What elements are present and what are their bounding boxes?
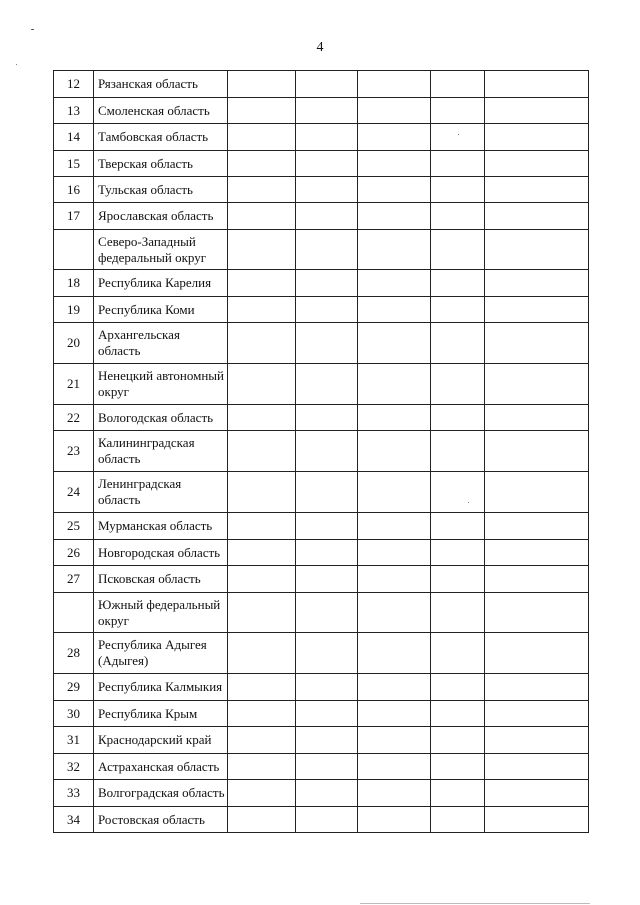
empty-cell: [296, 270, 358, 297]
empty-cell: [228, 323, 296, 364]
table-body: [54, 71, 589, 833]
empty-cell: [431, 323, 485, 364]
empty-cell: [431, 633, 485, 674]
row-number: [54, 230, 94, 270]
empty-cell: [485, 203, 589, 230]
empty-cell: [431, 364, 485, 405]
empty-cell: [296, 364, 358, 405]
table-row: [54, 727, 589, 754]
table-row: [54, 230, 589, 270]
empty-cell: [431, 230, 485, 270]
empty-cell: [358, 124, 431, 151]
empty-cell: [358, 405, 431, 431]
empty-cell: [228, 297, 296, 323]
empty-cell: [485, 674, 589, 701]
empty-cell: [228, 364, 296, 405]
empty-cell: [228, 151, 296, 177]
empty-cell: [485, 323, 589, 364]
region-name: Республика Карелия: [94, 270, 228, 297]
empty-cell: [485, 472, 589, 513]
empty-cell: [431, 177, 485, 203]
empty-cell: [431, 566, 485, 593]
row-number: 23: [54, 431, 94, 472]
empty-cell: [358, 754, 431, 780]
row-number: 30: [54, 701, 94, 727]
empty-cell: [296, 98, 358, 124]
empty-cell: [485, 540, 589, 566]
empty-cell: [431, 727, 485, 754]
empty-cell: [431, 754, 485, 780]
empty-cell: [358, 230, 431, 270]
row-number: 21: [54, 364, 94, 405]
empty-cell: [228, 230, 296, 270]
table-row: [54, 323, 589, 364]
empty-cell: [431, 151, 485, 177]
table-row: [54, 98, 589, 124]
empty-cell: [431, 431, 485, 472]
empty-cell: [358, 98, 431, 124]
empty-cell: [228, 633, 296, 674]
region-name: Астраханская область: [94, 754, 228, 780]
empty-cell: [296, 807, 358, 833]
empty-cell: [485, 151, 589, 177]
empty-cell: [228, 405, 296, 431]
empty-cell: [431, 540, 485, 566]
region-name: Республика Коми: [94, 297, 228, 323]
empty-cell: [296, 472, 358, 513]
empty-cell: [296, 593, 358, 633]
empty-cell: [485, 807, 589, 833]
empty-cell: [485, 633, 589, 674]
region-name: Рязанская область: [94, 71, 228, 98]
empty-cell: [431, 513, 485, 540]
empty-cell: [431, 124, 485, 151]
row-number: 15: [54, 151, 94, 177]
row-number: 28: [54, 633, 94, 674]
page-number: 4: [316, 40, 324, 55]
empty-cell: [485, 71, 589, 98]
region-name: Краснодарский край: [94, 727, 228, 754]
empty-cell: [296, 633, 358, 674]
region-name: Республика Калмыкия: [94, 674, 228, 701]
empty-cell: [358, 540, 431, 566]
table-row: [54, 780, 589, 807]
empty-cell: [228, 780, 296, 807]
table-row: [54, 177, 589, 203]
region-name: Мурманская область: [94, 513, 228, 540]
empty-cell: [228, 807, 296, 833]
empty-cell: [485, 780, 589, 807]
empty-cell: [228, 71, 296, 98]
empty-cell: [358, 807, 431, 833]
empty-cell: [296, 71, 358, 98]
scan-speck: [16, 64, 17, 65]
table-row: [54, 754, 589, 780]
empty-cell: [296, 513, 358, 540]
table-row: [54, 297, 589, 323]
empty-cell: [358, 701, 431, 727]
empty-cell: [485, 754, 589, 780]
empty-cell: [358, 177, 431, 203]
scan-speck: [360, 903, 590, 904]
scan-speck: [31, 29, 34, 30]
empty-cell: [358, 364, 431, 405]
empty-cell: [296, 151, 358, 177]
region-name: Смоленская область: [94, 98, 228, 124]
table-row: [54, 513, 589, 540]
row-number: 29: [54, 674, 94, 701]
empty-cell: [431, 780, 485, 807]
empty-cell: [228, 540, 296, 566]
empty-cell: [431, 297, 485, 323]
row-number: 32: [54, 754, 94, 780]
empty-cell: [228, 472, 296, 513]
empty-cell: [485, 727, 589, 754]
region-name: Ненецкий автономный округ: [94, 364, 228, 405]
empty-cell: [228, 566, 296, 593]
row-number: 22: [54, 405, 94, 431]
table-row: [54, 593, 589, 633]
empty-cell: [228, 177, 296, 203]
empty-cell: [296, 780, 358, 807]
empty-cell: [358, 513, 431, 540]
empty-cell: [296, 124, 358, 151]
empty-cell: [228, 270, 296, 297]
table-row: [54, 701, 589, 727]
row-number: 19: [54, 297, 94, 323]
region-name: Тульская область: [94, 177, 228, 203]
region-name: Вологодская область: [94, 405, 228, 431]
scan-speck: [458, 134, 459, 135]
empty-cell: [296, 297, 358, 323]
row-number: 25: [54, 513, 94, 540]
empty-cell: [296, 754, 358, 780]
empty-cell: [228, 701, 296, 727]
empty-cell: [485, 593, 589, 633]
region-name: Псковская область: [94, 566, 228, 593]
region-name: Ярославская область: [94, 203, 228, 230]
region-name: Тверская область: [94, 151, 228, 177]
empty-cell: [296, 431, 358, 472]
empty-cell: [431, 270, 485, 297]
empty-cell: [296, 540, 358, 566]
empty-cell: [296, 230, 358, 270]
empty-cell: [228, 754, 296, 780]
empty-cell: [358, 674, 431, 701]
empty-cell: [485, 566, 589, 593]
row-number: 20: [54, 323, 94, 364]
empty-cell: [485, 701, 589, 727]
empty-cell: [431, 472, 485, 513]
empty-cell: [358, 633, 431, 674]
table-row: [54, 472, 589, 513]
empty-cell: [296, 727, 358, 754]
empty-cell: [431, 807, 485, 833]
empty-cell: [485, 364, 589, 405]
empty-cell: [485, 431, 589, 472]
region-name: Ростовская область: [94, 807, 228, 833]
empty-cell: [296, 674, 358, 701]
empty-cell: [358, 270, 431, 297]
row-number: 18: [54, 270, 94, 297]
row-number: 27: [54, 566, 94, 593]
table-row: [54, 71, 589, 98]
empty-cell: [228, 674, 296, 701]
table-row: [54, 674, 589, 701]
row-number: 33: [54, 780, 94, 807]
empty-cell: [296, 203, 358, 230]
table-row: [54, 807, 589, 833]
empty-cell: [358, 472, 431, 513]
empty-cell: [431, 701, 485, 727]
row-number: 14: [54, 124, 94, 151]
row-number: 17: [54, 203, 94, 230]
empty-cell: [296, 177, 358, 203]
empty-cell: [431, 405, 485, 431]
empty-cell: [485, 297, 589, 323]
empty-cell: [485, 98, 589, 124]
empty-cell: [485, 124, 589, 151]
region-name: Республика Адыгея (Адыгея): [94, 633, 228, 674]
region-name: Южный федеральный округ: [94, 593, 228, 633]
empty-cell: [296, 701, 358, 727]
region-name: Новгородская область: [94, 540, 228, 566]
region-name: Архангельская область: [94, 323, 228, 364]
empty-cell: [431, 674, 485, 701]
empty-cell: [358, 203, 431, 230]
empty-cell: [485, 270, 589, 297]
empty-cell: [485, 177, 589, 203]
empty-cell: [228, 203, 296, 230]
empty-cell: [228, 124, 296, 151]
table-row: [54, 633, 589, 674]
region-name: Калининградская область: [94, 431, 228, 472]
table-row: [54, 270, 589, 297]
empty-cell: [431, 593, 485, 633]
empty-cell: [358, 593, 431, 633]
region-name: Северо-Западный федеральный округ: [94, 230, 228, 270]
empty-cell: [228, 431, 296, 472]
region-name: Волгоградская область: [94, 780, 228, 807]
empty-cell: [485, 230, 589, 270]
table-row: [54, 203, 589, 230]
empty-cell: [358, 566, 431, 593]
table-row: [54, 151, 589, 177]
table-row: [54, 540, 589, 566]
row-number: 26: [54, 540, 94, 566]
empty-cell: [358, 297, 431, 323]
row-number: [54, 593, 94, 633]
empty-cell: [358, 323, 431, 364]
table-row: [54, 566, 589, 593]
row-number: 13: [54, 98, 94, 124]
empty-cell: [296, 323, 358, 364]
row-number: 24: [54, 472, 94, 513]
row-number: 16: [54, 177, 94, 203]
regions-table: [53, 70, 589, 833]
row-number: 31: [54, 727, 94, 754]
table-row: [54, 431, 589, 472]
region-name: Ленинградская область: [94, 472, 228, 513]
empty-cell: [485, 513, 589, 540]
empty-cell: [296, 566, 358, 593]
empty-cell: [358, 727, 431, 754]
empty-cell: [358, 780, 431, 807]
empty-cell: [228, 593, 296, 633]
scan-speck: [468, 502, 469, 503]
row-number: 12: [54, 71, 94, 98]
region-name: Республика Крым: [94, 701, 228, 727]
empty-cell: [228, 98, 296, 124]
table-row: [54, 364, 589, 405]
empty-cell: [358, 151, 431, 177]
empty-cell: [431, 203, 485, 230]
region-name: Тамбовская область: [94, 124, 228, 151]
empty-cell: [228, 513, 296, 540]
empty-cell: [358, 431, 431, 472]
empty-cell: [358, 71, 431, 98]
empty-cell: [431, 71, 485, 98]
empty-cell: [296, 405, 358, 431]
empty-cell: [485, 405, 589, 431]
table-row: [54, 405, 589, 431]
empty-cell: [228, 727, 296, 754]
table-row: [54, 124, 589, 151]
empty-cell: [431, 98, 485, 124]
row-number: 34: [54, 807, 94, 833]
